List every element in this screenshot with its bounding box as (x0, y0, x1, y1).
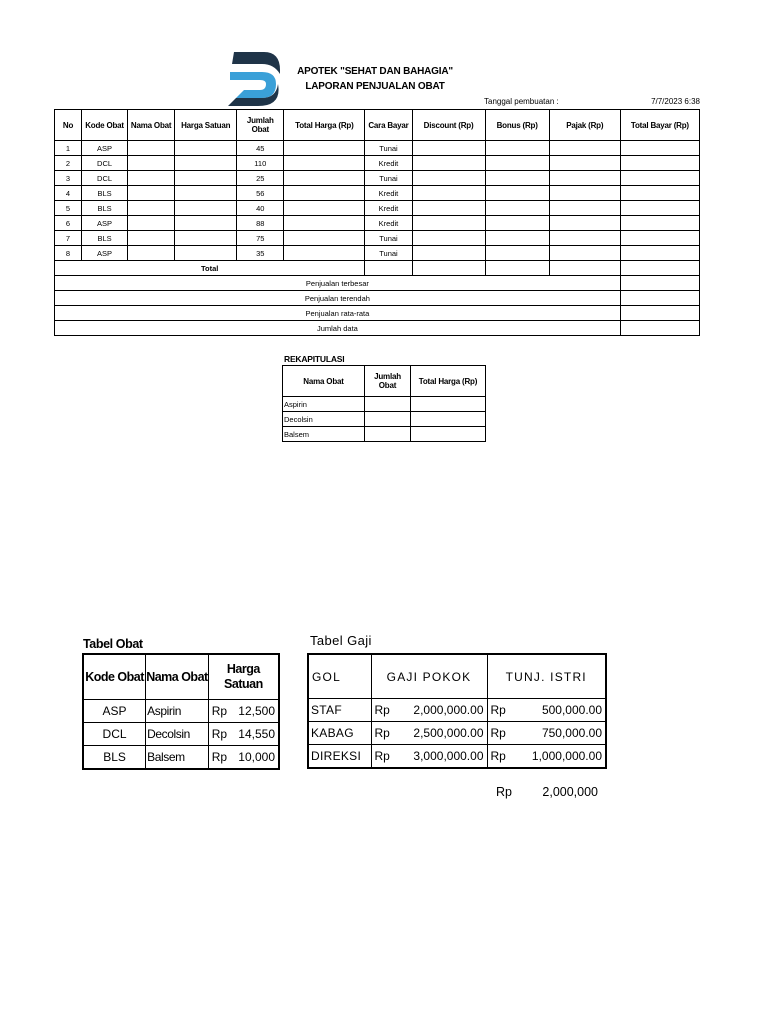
cell-bayar[interactable] (620, 171, 699, 186)
salary-value: 2,000,000.00 (413, 703, 484, 717)
table-row (55, 171, 700, 186)
obat-nama[interactable]: Aspirin (146, 700, 209, 723)
cell-discount[interactable] (412, 186, 485, 201)
table-row (283, 397, 486, 412)
summary-row (55, 321, 700, 336)
cell-cara[interactable]: Kredit (365, 201, 412, 216)
cell-kode[interactable]: ASP (82, 141, 128, 156)
cell-bayar[interactable] (620, 186, 699, 201)
rekap-table (282, 365, 486, 442)
summary-label: Penjualan terendah (55, 291, 621, 306)
cell-kode[interactable]: BLS (82, 201, 128, 216)
table-row (83, 746, 279, 770)
cell-bayar[interactable] (620, 201, 699, 216)
cell-bayar[interactable] (620, 231, 699, 246)
rekap-nama: Decolsin (283, 412, 365, 427)
cell-cara[interactable]: Tunai (365, 246, 412, 261)
cell-harga[interactable] (175, 141, 237, 156)
obat-kode[interactable]: ASP (83, 700, 146, 723)
cell-jumlah[interactable]: 88 (237, 216, 284, 231)
column-header: Total Bayar (Rp) (620, 110, 699, 141)
currency-label: Rp (490, 726, 506, 740)
obat-nama[interactable]: Balsem (146, 746, 209, 770)
cell-discount[interactable] (412, 141, 485, 156)
summary-row (55, 276, 700, 291)
table-row (308, 722, 606, 745)
table-row (55, 216, 700, 231)
column-header: Bonus (Rp) (485, 110, 549, 141)
gaji-tunjangan[interactable] (487, 722, 606, 745)
table-row (55, 201, 700, 216)
currency-label: Rp (211, 704, 228, 718)
cell-harga[interactable] (175, 201, 237, 216)
cell-jumlah[interactable]: 25 (237, 171, 284, 186)
cell-bonus[interactable] (485, 156, 549, 171)
column-header: Jumlah Obat (365, 366, 411, 397)
gaji-tunjangan[interactable] (487, 699, 606, 722)
allowance-value: 750,000.00 (541, 726, 602, 740)
cell-bonus[interactable] (485, 201, 549, 216)
rekap-nama: Balsem (283, 427, 365, 442)
tabel-obat (82, 653, 280, 770)
rekap-total[interactable] (411, 397, 486, 412)
column-header: Harga Satuan (175, 110, 237, 141)
cell-cara[interactable]: Tunai (365, 141, 412, 156)
cell-jumlah[interactable]: 110 (237, 156, 284, 171)
cell-cara[interactable]: Tunai (365, 231, 412, 246)
column-header: Nama Obat (283, 366, 365, 397)
cell-pajak[interactable] (549, 156, 620, 171)
column-header: Total Harga (Rp) (411, 366, 486, 397)
cell-jumlah[interactable]: 45 (237, 141, 284, 156)
cell-total[interactable] (284, 201, 365, 216)
rekap-total[interactable] (411, 412, 486, 427)
cell-pajak[interactable] (549, 246, 620, 261)
rekap-total[interactable] (411, 427, 486, 442)
tabel-obat-title: Tabel Obat (83, 637, 143, 651)
table-row (83, 700, 279, 723)
cell-total[interactable] (284, 171, 365, 186)
cell-nama[interactable] (128, 201, 175, 216)
tabel-gaji (307, 653, 607, 769)
cell-no[interactable]: 3 (55, 171, 82, 186)
total-row (55, 261, 700, 276)
summary-value[interactable] (620, 306, 699, 321)
date-value: 7/7/2023 6:38 (651, 97, 700, 106)
cell-nama[interactable] (128, 216, 175, 231)
currency-label: Rp (374, 749, 390, 763)
column-header: Cara Bayar (365, 110, 412, 141)
column-header: Harga Satuan (208, 654, 279, 700)
cell-kode[interactable]: BLS (82, 186, 128, 201)
gaji-gol[interactable]: STAF (308, 699, 371, 722)
cell-bayar[interactable] (620, 246, 699, 261)
cell-pajak[interactable] (549, 231, 620, 246)
date-label: Tanggal pembuatan : (484, 97, 559, 106)
column-header: Discount (Rp) (412, 110, 485, 141)
allowance-value: 500,000.00 (541, 703, 602, 717)
cell-jumlah[interactable]: 56 (237, 186, 284, 201)
total-cara[interactable] (365, 261, 412, 276)
total-discount[interactable] (412, 261, 485, 276)
cell-discount[interactable] (412, 216, 485, 231)
cell-jumlah[interactable]: 40 (237, 201, 284, 216)
column-header: GOL (308, 654, 371, 699)
rekap-jumlah[interactable] (365, 397, 411, 412)
table-header-row (283, 366, 486, 397)
table-row (55, 141, 700, 156)
gaji-pokok[interactable] (371, 722, 487, 745)
cell-bayar[interactable] (620, 216, 699, 231)
bottom-amount-cell[interactable]: 2,000,000 (542, 785, 598, 799)
cell-kode[interactable]: DCL (82, 171, 128, 186)
column-header: GAJI POKOK (371, 654, 487, 699)
cell-nama[interactable] (128, 171, 175, 186)
column-header: Kode Obat (82, 110, 128, 141)
currency-label: Rp (490, 749, 506, 763)
cell-harga[interactable] (175, 216, 237, 231)
currency-label: Rp (490, 703, 506, 717)
table-row (55, 246, 700, 261)
cell-pajak[interactable] (549, 186, 620, 201)
cell-pajak[interactable] (549, 201, 620, 216)
gaji-gol[interactable]: DIREKSI (308, 745, 371, 769)
cell-no[interactable]: 8 (55, 246, 82, 261)
cell-total[interactable] (284, 216, 365, 231)
table-row (283, 427, 486, 442)
table-row (55, 156, 700, 171)
summary-label: Penjualan rata-rata (55, 306, 621, 321)
cell-pajak[interactable] (549, 216, 620, 231)
report-title: APOTEK "SEHAT DAN BAHAGIA" (297, 66, 453, 77)
summary-row (55, 291, 700, 306)
cell-nama[interactable] (128, 186, 175, 201)
summary-label: Jumlah data (55, 321, 621, 336)
total-bonus[interactable] (485, 261, 549, 276)
cell-no[interactable]: 7 (55, 231, 82, 246)
cell-bayar[interactable] (620, 156, 699, 171)
cell-no[interactable]: 1 (55, 141, 82, 156)
cell-no[interactable]: 2 (55, 156, 82, 171)
rekap-title: REKAPITULASI (284, 354, 345, 364)
currency-label: Rp (211, 727, 228, 741)
table-row (308, 745, 606, 769)
summary-value[interactable] (620, 276, 699, 291)
cell-cara[interactable]: Kredit (365, 186, 412, 201)
cell-bonus[interactable] (485, 246, 549, 261)
cell-pajak[interactable] (549, 141, 620, 156)
gaji-gol[interactable]: KABAG (308, 722, 371, 745)
gaji-pokok[interactable] (371, 699, 487, 722)
gaji-tunjangan[interactable] (487, 745, 606, 769)
cell-kode[interactable]: DCL (82, 156, 128, 171)
cell-total[interactable] (284, 231, 365, 246)
cell-bonus[interactable] (485, 231, 549, 246)
column-header: Pajak (Rp) (549, 110, 620, 141)
total-bayar[interactable] (620, 261, 699, 276)
total-label: Total (55, 261, 365, 276)
cell-kode[interactable]: ASP (82, 216, 128, 231)
column-header: Jumlah Obat (237, 110, 284, 141)
cell-discount[interactable] (412, 246, 485, 261)
price-value: 14,550 (238, 727, 275, 741)
report-subtitle: LAPORAN PENJUALAN OBAT (305, 81, 445, 92)
cell-kode[interactable]: ASP (82, 246, 128, 261)
table-header-row (83, 654, 279, 700)
cell-nama[interactable] (128, 141, 175, 156)
allowance-value: 1,000,000.00 (531, 749, 602, 763)
currency-label: Rp (211, 750, 228, 764)
cell-bonus[interactable] (485, 216, 549, 231)
summary-label: Penjualan terbesar (55, 276, 621, 291)
cell-bonus[interactable] (485, 186, 549, 201)
rekap-jumlah[interactable] (365, 427, 411, 442)
cell-cara[interactable]: Tunai (365, 171, 412, 186)
column-header: Nama Obat (146, 654, 209, 700)
table-header-row (308, 654, 606, 699)
summary-value[interactable] (620, 291, 699, 306)
cell-harga[interactable] (175, 246, 237, 261)
cell-no[interactable]: 4 (55, 186, 82, 201)
obat-kode[interactable]: DCL (83, 723, 146, 746)
obat-nama[interactable]: Decolsin (146, 723, 209, 746)
cell-harga[interactable] (175, 171, 237, 186)
cell-jumlah[interactable]: 75 (237, 231, 284, 246)
cell-cara[interactable]: Kredit (365, 216, 412, 231)
cell-discount[interactable] (412, 231, 485, 246)
cell-bonus[interactable] (485, 171, 549, 186)
cell-total[interactable] (284, 141, 365, 156)
column-header: Nama Obat (128, 110, 175, 141)
gaji-pokok[interactable] (371, 745, 487, 769)
cell-discount[interactable] (412, 156, 485, 171)
cell-nama[interactable] (128, 231, 175, 246)
cell-bonus[interactable] (485, 141, 549, 156)
price-value: 12,500 (238, 704, 275, 718)
obat-harga[interactable] (208, 746, 279, 770)
obat-harga[interactable] (208, 700, 279, 723)
table-row (55, 186, 700, 201)
cell-pajak[interactable] (549, 171, 620, 186)
obat-harga[interactable] (208, 723, 279, 746)
table-row (283, 412, 486, 427)
salary-value: 3,000,000.00 (413, 749, 484, 763)
cell-no[interactable]: 6 (55, 216, 82, 231)
cell-total[interactable] (284, 186, 365, 201)
cell-harga[interactable] (175, 231, 237, 246)
cell-discount[interactable] (412, 171, 485, 186)
summary-row (55, 306, 700, 321)
cell-cara[interactable]: Kredit (365, 156, 412, 171)
cell-discount[interactable] (412, 201, 485, 216)
cell-harga[interactable] (175, 156, 237, 171)
column-header: No (55, 110, 82, 141)
table-header-row (55, 110, 700, 141)
obat-kode[interactable]: BLS (83, 746, 146, 770)
currency-label: Rp (374, 703, 390, 717)
table-row (308, 699, 606, 722)
tabel-gaji-title: Tabel Gaji (310, 633, 372, 648)
column-header: Total Harga (Rp) (284, 110, 365, 141)
currency-label: Rp (374, 726, 390, 740)
cell-bayar[interactable] (620, 141, 699, 156)
table-row (83, 723, 279, 746)
summary-value[interactable] (620, 321, 699, 336)
rekap-nama: Aspirin (283, 397, 365, 412)
pharmacy-logo-icon (228, 50, 282, 106)
cell-kode[interactable]: BLS (82, 231, 128, 246)
bottom-currency-label: Rp (496, 785, 512, 799)
cell-jumlah[interactable]: 35 (237, 246, 284, 261)
table-row (55, 231, 700, 246)
cell-harga[interactable] (175, 186, 237, 201)
column-header: TUNJ. ISTRI (487, 654, 606, 699)
cell-nama[interactable] (128, 246, 175, 261)
sales-table (54, 109, 700, 336)
price-value: 10,000 (238, 750, 275, 764)
column-header: Kode Obat (83, 654, 146, 700)
cell-nama[interactable] (128, 156, 175, 171)
rekap-jumlah[interactable] (365, 412, 411, 427)
salary-value: 2,500,000.00 (413, 726, 484, 740)
cell-total[interactable] (284, 246, 365, 261)
cell-total[interactable] (284, 156, 365, 171)
cell-no[interactable]: 5 (55, 201, 82, 216)
total-pajak[interactable] (549, 261, 620, 276)
